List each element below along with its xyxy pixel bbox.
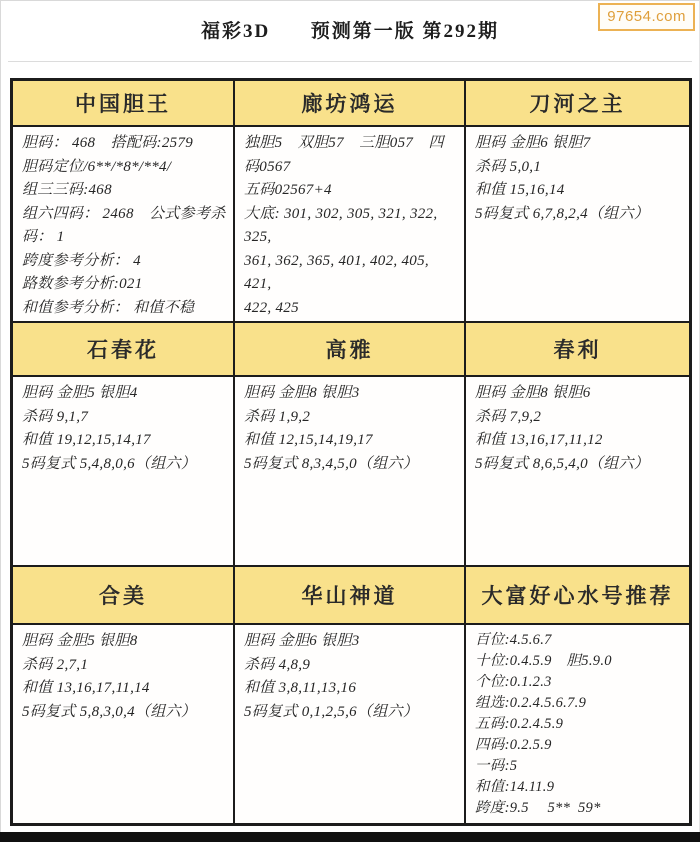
cell-body <box>13 625 233 823</box>
text-line: 跨度参考分析： 4 <box>22 252 141 269</box>
text-line: 和值 15,16,14 <box>475 182 565 198</box>
text-line: 胆码 金胆8 银胆6 <box>475 385 591 401</box>
table-row <box>13 81 689 321</box>
text-line: 胆码 金胆5 银胆8 <box>22 633 138 649</box>
text-line: 5码复式 6,7,8,2,4（组六） <box>475 205 650 222</box>
text-line: 十位:0.4.5.9 胆5.9.0 <box>475 653 612 669</box>
text-line: 跨度:9.5 5** 59* <box>475 800 601 816</box>
text-line: 百位:4.5.6.7 <box>475 632 552 648</box>
text-line: 个位:0.1.2.3 <box>475 674 552 690</box>
cell-hemei <box>13 567 233 823</box>
cell-header: 廊坊鸿运 <box>235 81 464 127</box>
text-line: 一码:5 <box>475 758 518 774</box>
table-row <box>13 321 689 565</box>
text-line: 独胆5 双胆57 三胆057 四码0567 <box>244 135 444 175</box>
title-divider <box>8 61 692 62</box>
prediction-table <box>10 78 692 826</box>
cell-header: 石春花 <box>13 323 233 377</box>
text-line: 杀码 9,1,7 <box>22 408 89 425</box>
cell-body <box>13 127 233 321</box>
cell-header: 中国胆王 <box>13 81 233 127</box>
text-line: 杀码 2,7,1 <box>22 656 89 673</box>
text-line: 组三三码:468 <box>22 182 112 198</box>
text-line: 和值 13,16,17,11,12 <box>475 432 603 448</box>
cell-shichunhua <box>13 323 233 565</box>
text-line: 组六四码： 2468 公式参考杀码： 1 <box>22 205 226 245</box>
text-line: 和值 13,16,17,11,14 <box>22 680 150 696</box>
cell-body <box>235 127 464 321</box>
text-line: 大底: 301, 302, 305, 321, 322, 325, <box>244 205 442 245</box>
text-line: 路数参考分析:021 <box>22 276 143 292</box>
text-line: 胆码 金胆6 银胆7 <box>475 135 591 151</box>
cell-daohezhizhu <box>464 81 689 321</box>
watermark-badge: 97654.com <box>598 3 695 31</box>
text-line: 和值 3,8,11,13,16 <box>244 680 357 696</box>
text-line: 杀码 1,9,2 <box>244 408 311 425</box>
text-line: 四码:0.2.5.9 <box>475 737 552 753</box>
text-line: 胆码 金胆6 银胆3 <box>244 633 360 649</box>
text-line: 杀码 4,8,9 <box>244 656 311 673</box>
cell-huashanshendao <box>233 567 464 823</box>
cell-header: 合美 <box>13 567 233 625</box>
text-line: 和值 19,12,15,14,17 <box>22 432 151 448</box>
text-line: 和值 12,15,14,19,17 <box>244 432 373 448</box>
text-line: 胆码 金胆5 银胆4 <box>22 385 138 401</box>
table-row <box>13 565 689 823</box>
text-line: 422, 425 <box>244 299 299 316</box>
cell-header: 高雅 <box>235 323 464 377</box>
text-line: 杀码 7,9,2 <box>475 408 542 425</box>
text-line: 5码复式 8,6,5,4,0（组六） <box>475 455 650 472</box>
cell-dafuhaoxinshui <box>464 567 689 823</box>
text-line: 杀码 5,0,1 <box>475 158 542 175</box>
text-line: 组选:0.2.4.5.6.7.9 <box>475 695 587 711</box>
cell-gaoya <box>233 323 464 565</box>
cell-header: 大富好心水号推荐 <box>466 567 689 625</box>
text-line: 胆码定位/6**/*8*/**4/ <box>22 158 172 175</box>
cell-body <box>13 377 233 565</box>
cell-body <box>235 625 464 823</box>
text-line: 五码02567+4 <box>244 182 332 198</box>
text-line: 胆码： 468 搭配码:2579 <box>22 135 194 151</box>
page-title: 福彩3D 预测第一版 第292期 <box>201 21 499 42</box>
cell-zhongguodanwang <box>13 81 233 321</box>
text-line: 和值参考分析： 和值不稳 <box>22 299 195 316</box>
text-line: 5码复式 0,1,2,5,6（组六） <box>244 703 419 720</box>
cell-chunli <box>464 323 689 565</box>
text-line: 5码复式 8,3,4,5,0（组六） <box>244 455 419 472</box>
text-line: 5码复式 5,4,8,0,6（组六） <box>22 455 197 472</box>
text-line: 胆码 金胆8 银胆3 <box>244 385 360 401</box>
cell-header: 刀河之主 <box>466 81 689 127</box>
cell-langfanghongyun <box>233 81 464 321</box>
text-line: 和值:14.11.9 <box>475 779 555 795</box>
cell-header: 华山神道 <box>235 567 464 625</box>
cell-header: 春利 <box>466 323 689 377</box>
cell-body <box>466 377 689 565</box>
bottom-scan-bar <box>0 832 700 842</box>
text-line: 5码复式 5,8,3,0,4（组六） <box>22 703 197 720</box>
cell-body <box>466 127 689 321</box>
text-line: 361, 362, 365, 401, 402, 405, 421, <box>244 252 434 292</box>
cell-body <box>466 625 689 823</box>
text-line: 五码:0.2.4.5.9 <box>475 716 564 732</box>
cell-body <box>235 377 464 565</box>
